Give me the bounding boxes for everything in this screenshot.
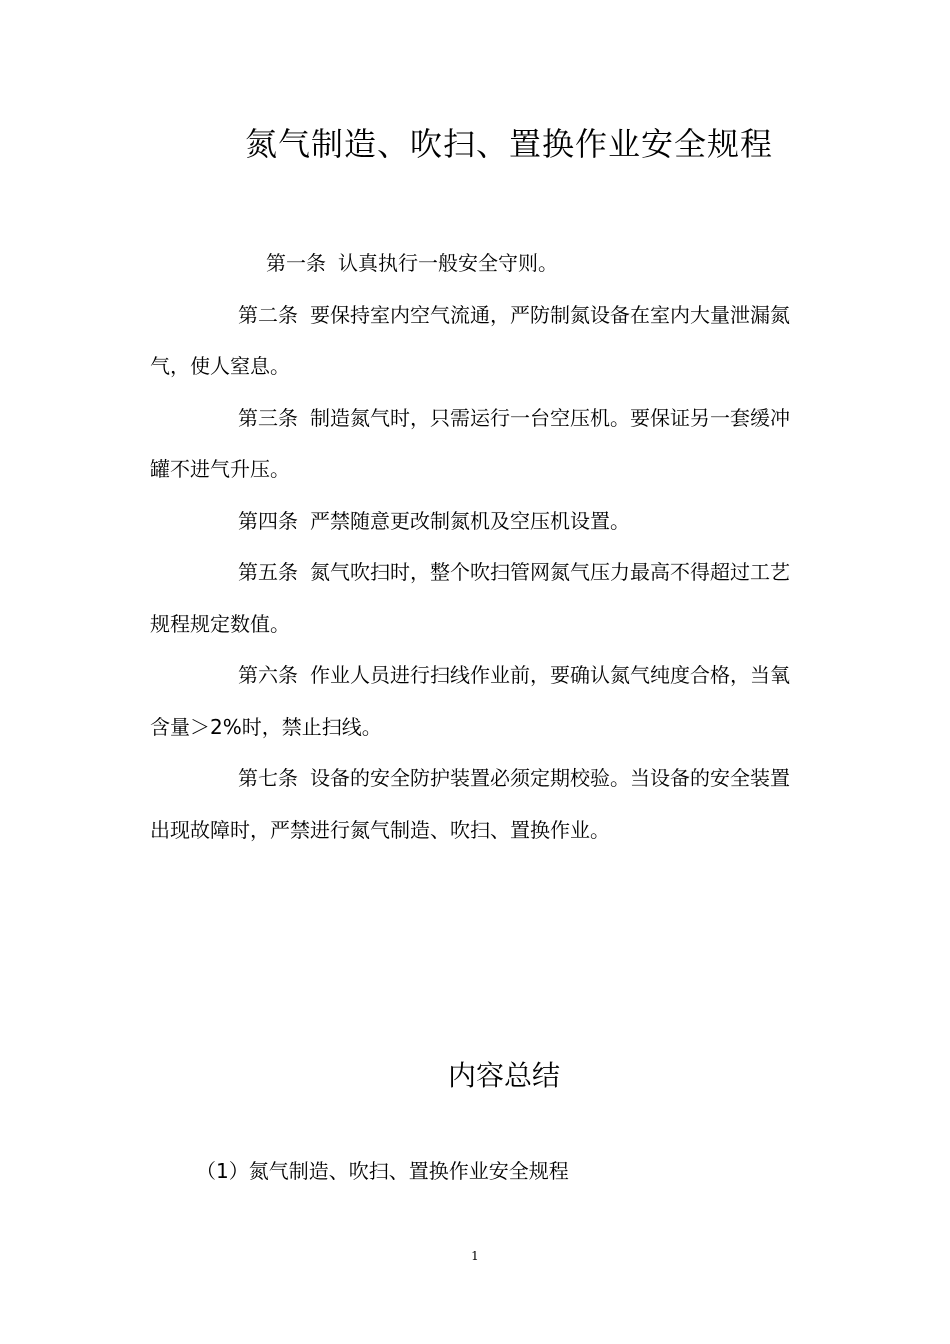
article-number: 第一条 <box>266 251 326 275</box>
summary-title: 内容总结 <box>447 1059 560 1092</box>
document-body <box>150 238 790 856</box>
article-number: 第五条 <box>238 560 298 584</box>
summary-item: （1）氮气制造、吹扫、置换作业安全规程 <box>196 1159 569 1183</box>
article-paragraph <box>150 650 790 753</box>
article-paragraph <box>150 496 790 548</box>
article-number: 第三条 <box>238 405 298 430</box>
article-text: 作业人员进行扫线作业前，要确认氮气纯度合格，当氧含量＞2%时，禁止扫线。 <box>150 663 790 739</box>
article-text: 严禁随意更改制氮机及空压机设置。 <box>310 508 630 533</box>
article-text: 设备的安全防护装置必须定期校验。当设备的安全装置出现故障时，严禁进行氮气制造、吹扫、置换作业。 <box>150 766 790 842</box>
article-text: 要保持室内空气流通，严防制氮设备在室内大量泄漏氮气，使人窒息。 <box>150 302 790 378</box>
article-number: 第七条 <box>238 766 298 790</box>
article-text: 认真执行一般安全守则。 <box>338 251 558 275</box>
article-paragraph <box>150 290 790 393</box>
article-number: 第四条 <box>238 508 298 533</box>
document-title: 氮气制造、吹扫、置换作业安全规程 <box>244 125 773 163</box>
article-text: 氮气吹扫时，整个吹扫管网氮气压力最高不得超过工艺规程规定数值。 <box>150 560 790 636</box>
article-text: 制造氮气时，只需运行一台空压机。要保证另一套缓冲罐不进气升压。 <box>150 405 790 481</box>
article-number: 第六条 <box>238 663 298 687</box>
article-paragraph <box>150 393 790 496</box>
article-paragraph <box>150 547 790 650</box>
article-paragraph <box>150 753 790 856</box>
article-paragraph <box>150 238 790 290</box>
page-number: 1 <box>471 1249 479 1263</box>
article-number: 第二条 <box>238 302 298 327</box>
